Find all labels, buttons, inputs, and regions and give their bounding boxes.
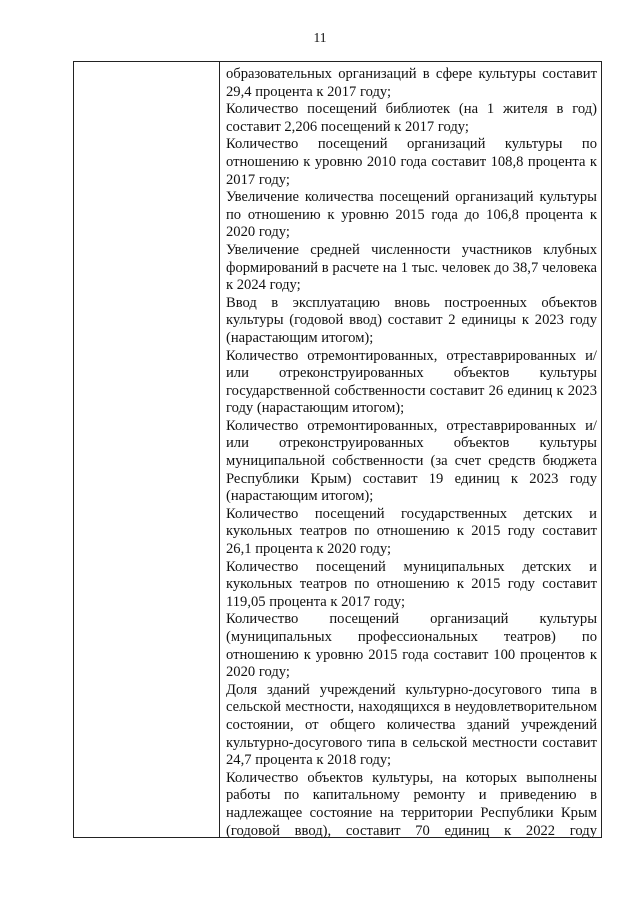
table-right-column bbox=[226, 66, 597, 840]
table-entry: Увеличение средней численности участников клубных формирований в расчете на 1 тыс. человек до 38,7 человека к 2024 году; bbox=[226, 241, 597, 294]
table-entry: Количество посещений организаций культуры (муниципальных профессиональных театров) по отношению к уровню 2015 года составит 100 процентов к 2020 году; bbox=[226, 611, 597, 681]
document-table bbox=[73, 61, 602, 838]
table-entry: Ввод в эксплуатацию вновь построенных объектов культуры (годовой ввод) составит 2 единицы к 2023 году (нарастающим итогом); bbox=[226, 294, 597, 346]
table-entry: Количество посещений организаций культуры по отношению к уровню 2010 года составит 108,8 процента к 2017 году; bbox=[226, 136, 597, 188]
table-entry: Доля зданий учреждений культурно-досугового типа в сельской местности, находящихся в неудовлетворительном состоянии, от общего количества зданий учреждений культурно-досугового типа в сельской местности составит 24,7 процента к 2018 году; bbox=[226, 681, 597, 769]
page-number: 11 bbox=[313, 30, 327, 45]
table-entry: Количество отремонтированных, отреставрированных и/или отреконструированных объектов культуры муниципальной собственности (за счет средств бюджета Республики Крым) составит 19 единиц к 2023 году (нарастающим итогом); bbox=[226, 417, 597, 505]
table-entry: Количество посещений муниципальных детских и кукольных театров по отношению к 2015 году составит 119,05 процента к 2017 году; bbox=[226, 558, 597, 610]
table-entry: образовательных организаций в сфере культуры составит 29,4 процента к 2017 году; bbox=[226, 66, 597, 100]
table-entry: Количество отремонтированных, отреставрированных и/или отреконструированных объектов культуры государственной собственности составит 26 единиц к 2023 году (нарастающим итогом); bbox=[226, 347, 597, 417]
table-entry: Количество посещений библиотек (на 1 жителя в год) составит 2,206 посещений к 2017 году; bbox=[226, 101, 597, 135]
table-entry: Количество посещений государственных детских и кукольных театров по отношению к 2015 году составит 26,1 процента к 2020 году; bbox=[226, 505, 597, 558]
table-left-column bbox=[74, 62, 220, 837]
table-entry: Увеличение количества посещений организаций культуры по отношению к уровню 2015 года до 106,8 процента к 2020 году; bbox=[226, 189, 597, 241]
table-entry: Количество объектов культуры, на которых выполнены работы по капитальному ремонту и приведению в надлежащее состояние на территории Республики Крым (годовой ввод), составит 70 единиц к 2022 году bbox=[226, 769, 597, 839]
